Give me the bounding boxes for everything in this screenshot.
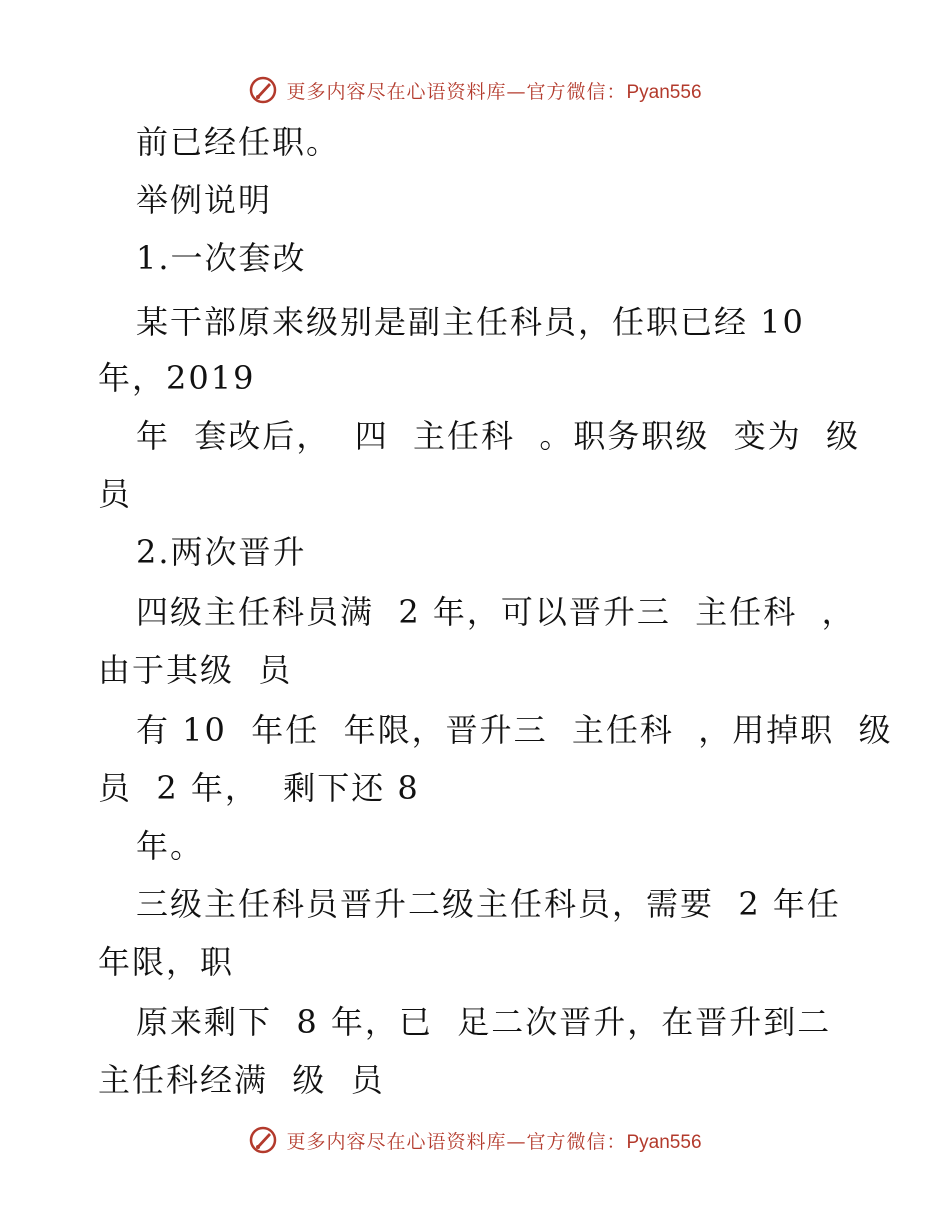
footer-banner xyxy=(0,1120,950,1160)
text-line: 三级主任科员晋升二级主任科员，需要 2 年任 xyxy=(136,885,841,923)
text-line: 年，2019 xyxy=(98,359,256,397)
text-line: 员 2 年， 剩下还 8 xyxy=(98,769,420,807)
quill-logo-icon xyxy=(248,75,278,105)
text-line: 2.两次晋升 xyxy=(136,533,307,571)
text-line: 前已经任职。 xyxy=(136,123,341,161)
text-line: 原来剩下 8 年，已 足二次晋升，在晋升到二 xyxy=(136,1003,832,1041)
text-line: 员 xyxy=(98,475,133,513)
text-line: 四级主任科员满 2 年，可以晋升三 主任科 ， xyxy=(136,593,856,631)
text-line: 年。 xyxy=(136,827,205,865)
quill-logo-icon xyxy=(248,1125,278,1155)
text-line: 年 套改后， 四 主任科 。职务职级 变为 级 xyxy=(136,417,861,455)
header-banner-text: 更多内容尽在心语资料库—官方微信：Pyan556 xyxy=(286,80,702,103)
text-line: 主任科经满 级 员 xyxy=(98,1061,385,1099)
text-line: 有 10 年任 年限，晋升三 主任科 ，用掉职 级 xyxy=(136,711,893,749)
text-line: 举例说明 xyxy=(136,181,273,219)
footer-banner-text: 更多内容尽在心语资料库—官方微信：Pyan556 xyxy=(286,1130,702,1153)
text-line: 某干部原来级别是副主任科员，任职已经 10 xyxy=(136,303,805,341)
header-banner xyxy=(0,70,950,110)
text-line: 年限，职 xyxy=(98,943,235,981)
text-line: 由于其级 员 xyxy=(98,651,293,689)
text-line: 1.一次套改 xyxy=(136,239,307,277)
